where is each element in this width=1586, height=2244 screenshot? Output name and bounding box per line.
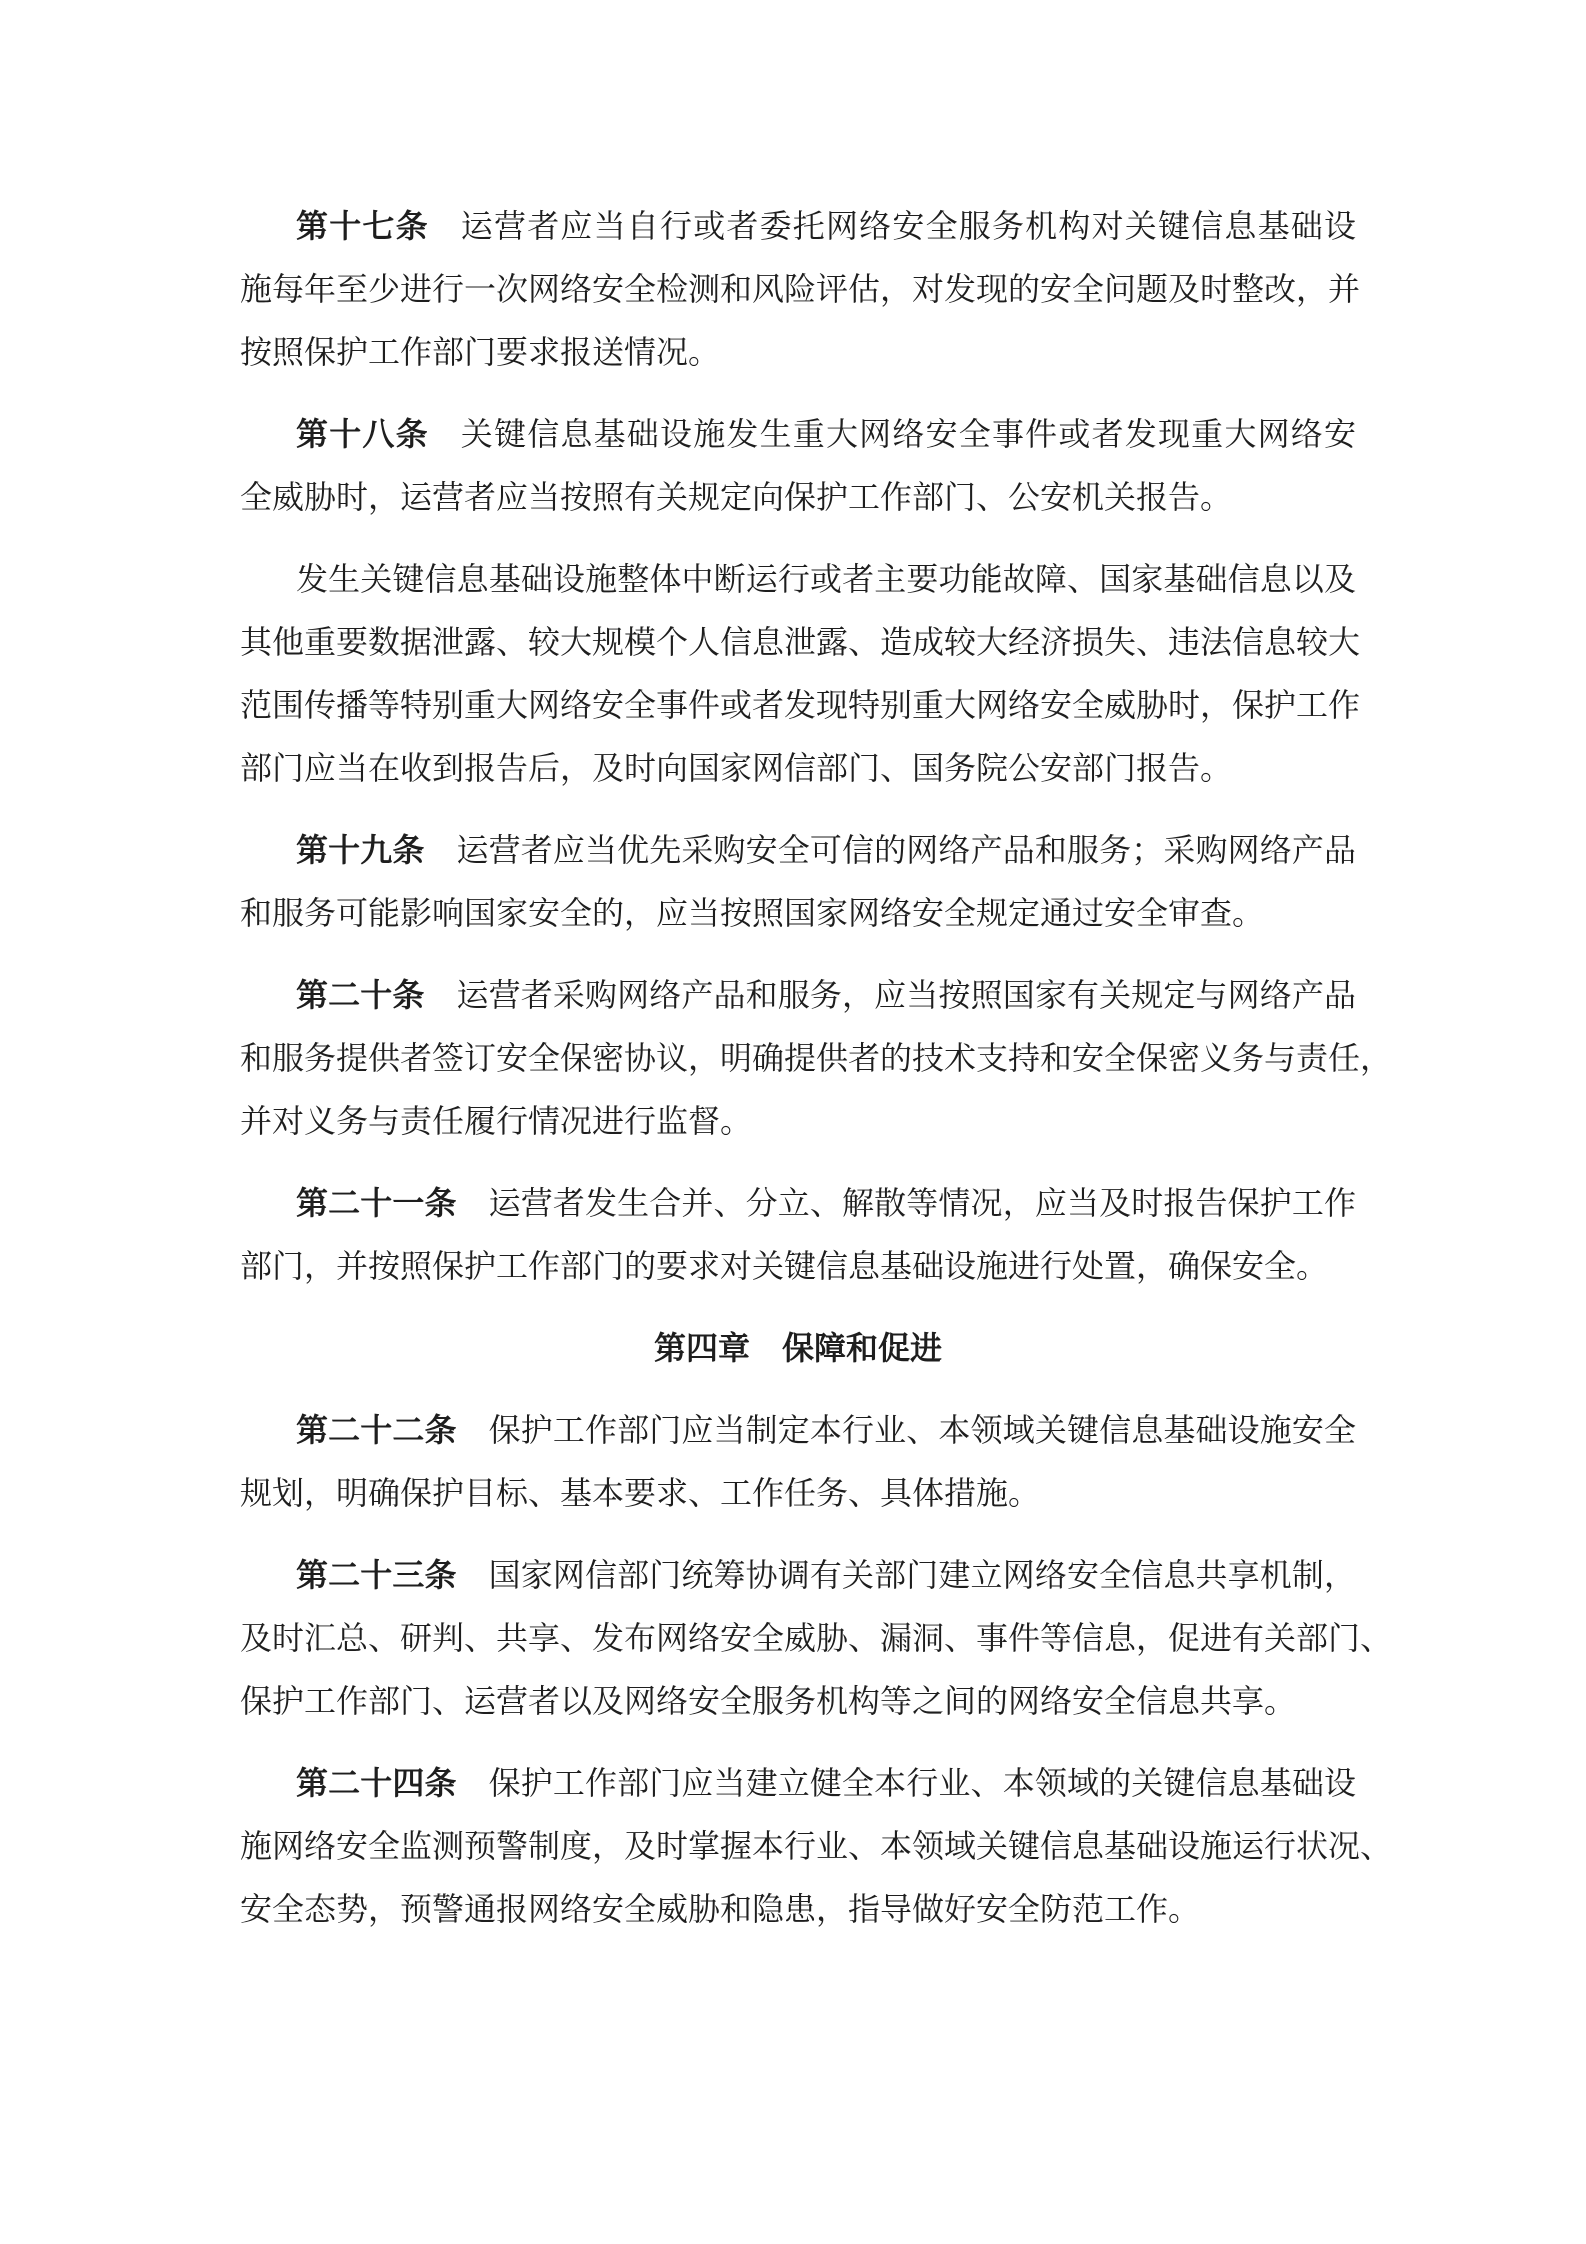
document-body — [240, 195, 1393, 1960]
article-label: 第二十三条 — [296, 1556, 457, 1594]
article-label: 第十七条 — [296, 207, 429, 245]
line-text: 规划，明确保护目标、基本要求、工作任务、具体措施。 — [240, 1474, 1041, 1512]
line-text: 安全态势，预警通报网络安全威胁和隐患，指导做好安全防范工作。 — [240, 1890, 1201, 1928]
article-paragraph — [240, 964, 1393, 1153]
text-line — [240, 1752, 1356, 1815]
text-line — [240, 611, 1361, 674]
text-line — [240, 1399, 1356, 1462]
text-line — [240, 403, 1356, 466]
article-paragraph — [240, 1399, 1356, 1525]
article-paragraph — [240, 1544, 1393, 1733]
text-line — [240, 1090, 1356, 1153]
line-text: 施每年至少进行一次网络安全检测和风险评估，对发现的安全问题及时整改，并 — [240, 270, 1361, 308]
text-line — [240, 819, 1356, 882]
text-line — [240, 1607, 1393, 1670]
line-text: 保护工作部门应当制定本行业、本领域关键信息基础设施安全 — [488, 1411, 1356, 1449]
article-paragraph — [240, 819, 1356, 945]
text-line — [240, 1172, 1356, 1235]
line-text: 关键信息基础设施发生重大网络安全事件或者发现重大网络安 — [460, 415, 1356, 453]
text-line — [240, 964, 1356, 1027]
line-text: 国家网信部门统筹协调有关部门建立网络安全信息共享机制， — [488, 1556, 1356, 1594]
line-text: 保护工作部门应当建立健全本行业、本领域的关键信息基础设 — [488, 1764, 1356, 1802]
line-text: 范围传播等特别重大网络安全事件或者发现特别重大网络安全威胁时，保护工作 — [240, 686, 1361, 724]
text-line — [240, 1670, 1356, 1733]
text-line — [240, 737, 1356, 800]
line-text: 运营者发生合并、分立、解散等情况，应当及时报告保护工作 — [488, 1184, 1356, 1222]
text-line — [240, 1544, 1356, 1607]
article-label: 第二十四条 — [296, 1764, 457, 1802]
text-line — [240, 1815, 1393, 1878]
line-text: 运营者应当优先采购安全可信的网络产品和服务；采购网络产品 — [456, 831, 1356, 869]
line-text: 全威胁时，运营者应当按照有关规定向保护工作部门、公安机关报告。 — [240, 478, 1233, 516]
text-line — [240, 882, 1356, 945]
text-line — [240, 195, 1356, 258]
article-label: 第二十条 — [296, 976, 425, 1014]
text-line — [240, 321, 1356, 384]
line-text: 和服务提供者签订安全保密协议，明确提供者的技术支持和安全保密义务与责任， — [240, 1039, 1393, 1077]
text-line — [240, 1027, 1393, 1090]
chapter-heading: 第四章 保障和促进 — [653, 1329, 942, 1367]
article-label: 第十九条 — [296, 831, 425, 869]
text-line — [240, 548, 1356, 611]
article-paragraph — [240, 548, 1361, 800]
article-label: 第二十一条 — [296, 1184, 457, 1222]
line-text: 部门，并按照保护工作部门的要求对关键信息基础设施进行处置，确保安全。 — [240, 1247, 1329, 1285]
line-text: 运营者采购网络产品和服务，应当按照国家有关规定与网络产品 — [456, 976, 1356, 1014]
line-text: 及时汇总、研判、共享、发布网络安全威胁、漏洞、事件等信息，促进有关部门、 — [240, 1619, 1393, 1657]
line-text: 其他重要数据泄露、较大规模个人信息泄露、造成较大经济损失、违法信息较大 — [240, 623, 1361, 661]
text-line — [240, 1878, 1356, 1941]
text-line — [240, 1235, 1356, 1298]
text-line — [240, 674, 1361, 737]
article-paragraph — [240, 1752, 1393, 1941]
article-paragraph — [240, 195, 1361, 384]
text-line — [240, 1462, 1356, 1525]
article-label: 第十八条 — [296, 415, 429, 453]
line-text: 部门应当在收到报告后，及时向国家网信部门、国务院公安部门报告。 — [240, 749, 1233, 787]
line-text: 施网络安全监测预警制度，及时掌握本行业、本领域关键信息基础设施运行状况、 — [240, 1827, 1393, 1865]
text-line — [240, 258, 1361, 321]
line-text: 和服务可能影响国家安全的，应当按照国家网络安全规定通过安全审查。 — [240, 894, 1265, 932]
line-text: 保护工作部门、运营者以及网络安全服务机构等之间的网络安全信息共享。 — [240, 1682, 1297, 1720]
line-text: 按照保护工作部门要求报送情况。 — [240, 333, 721, 371]
article-paragraph — [240, 403, 1356, 529]
line-text: 运营者应当自行或者委托网络安全服务机构对关键信息基础设 — [460, 207, 1356, 245]
article-label: 第二十二条 — [296, 1411, 457, 1449]
text-line — [240, 466, 1356, 529]
line-text: 并对义务与责任履行情况进行监督。 — [240, 1102, 753, 1140]
line-text: 发生关键信息基础设施整体中断运行或者主要功能故障、国家基础信息以及 — [296, 560, 1356, 598]
article-paragraph — [240, 1172, 1356, 1298]
